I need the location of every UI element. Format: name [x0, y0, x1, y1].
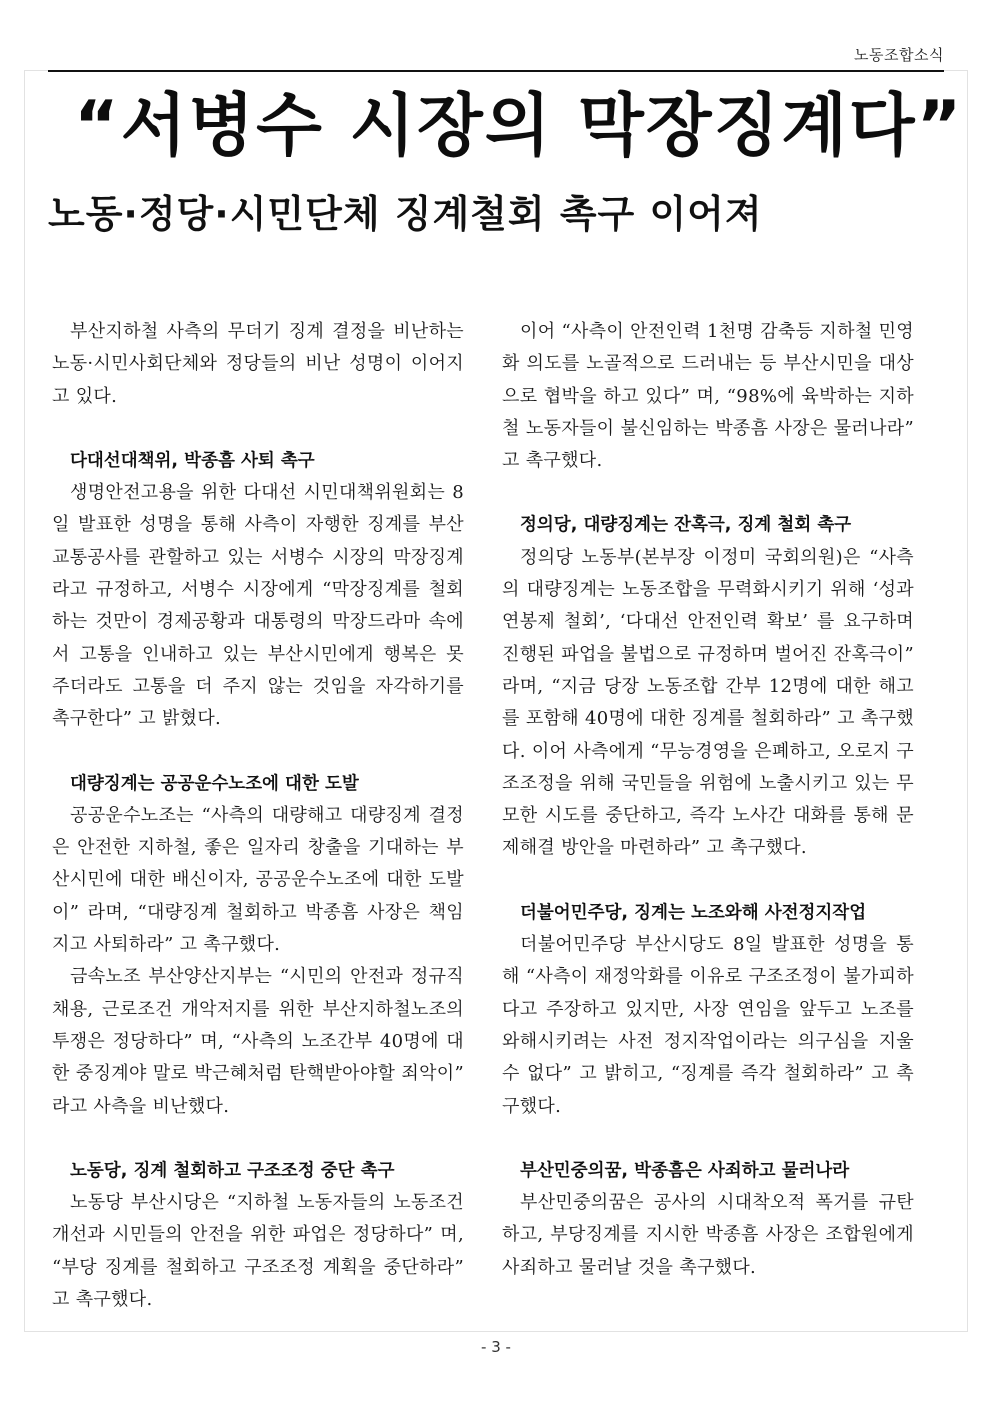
section-spacer — [502, 1123, 914, 1155]
section-spacer — [52, 1123, 464, 1155]
paragraph: 생명안전고용을 위한 다대선 시민대책위원회는 8일 발표한 성명을 통해 사측이 자행한 징계를 부산교통공사를 관할하고 있는 서병수 시장의 막장징계라고 규정하고, 서병수 시장에게 “막장징계를 철회하는 것만이 경제공황과 대통령의 막장드라마 속에서 고통을 인내하고 있는 부산시민에게 행복은 못 주더라도 고통을 더 주지 않는 것임을 자각하기를 촉구한다” 고 밝혔다. — [52, 482, 464, 730]
header-rule — [48, 70, 944, 72]
section-heading: 정의당, 대량징계는 잔혹극, 징계 철회 촉구 — [520, 515, 852, 536]
article-title: “서병수 시장의 막장징계다” — [74, 87, 964, 166]
section-spacer — [502, 865, 914, 897]
paragraph: 공공운수노조는 “사측의 대량해고 대량징계 결정은 안전한 지하철, 좋은 일자리 창출을 기대하는 부산시민에 대한 배신이자, 공공운수노조에 대한 도발이” 라며, “대량징계 철회하고 박종흠 사장은 책임지고 사퇴하라” 고 촉구했다. — [52, 804, 464, 956]
page-number: - 3 - — [481, 1338, 511, 1356]
section-heading: 대량징계는 공공운수노조에 대한 도발 — [70, 773, 359, 794]
section-spacer — [502, 477, 914, 509]
paragraph: 노동당 부산시당은 “지하철 노동자들의 노동조건 개선과 시민들의 안전을 위한 파업은 정당하다” 며, “부당 징계를 철회하고 구조조정 계획을 중단하라” 고 촉구했다. — [52, 1192, 464, 1311]
paragraph: 더불어민주당 부산시당도 8일 발표한 성명을 통해 “사측이 재정악화를 이유로 구조조정이 불가피하다고 주장하고 있지만, 사장 연임을 앞두고 노조를 와해시키려는 사전 정지작업이라는 의구심을 지울 수 없다” 고 밝히고, “징계를 즉각 철회하라” 고 촉구했다. — [502, 934, 914, 1117]
section-heading: 노동당, 징계 철회하고 구조조정 중단 촉구 — [70, 1160, 395, 1181]
paragraph: 부산지하철 사측의 무더기 징계 결정을 비난하는 노동·시민사회단체와 정당들의 비난 성명이 이어지고 있다. — [52, 321, 464, 407]
left-column — [52, 316, 464, 1316]
paragraph: 금속노조 부산양산지부는 “시민의 안전과 정규직채용, 근로조건 개악저지를 위한 부산지하철노조의 투쟁은 정당하다” 며, “사측의 노조간부 40명에 대한 중징계야 말로 박근혜처럼 탄핵받아야할 죄악이” 라고 사측을 비난했다. — [52, 966, 464, 1117]
section-heading: 더불어민주당, 징계는 노조와해 사전정지작업 — [520, 902, 867, 923]
article-subtitle: 노동·정당·시민단체 징계철회 촉구 이어져 — [48, 192, 763, 236]
section-spacer — [52, 413, 464, 445]
paragraph: 이어 “사측이 안전인력 1천명 감축등 지하철 민영화 의도를 노골적으로 드러내는 등 부산시민을 대상으로 협박을 하고 있다” 며, “98%에 육박하는 지하철 노동자들이 불신임하는 박종흠 사장은 물러나라” 고 촉구했다. — [502, 321, 914, 472]
paragraph: 정의당 노동부(본부장 이정미 국회의원)은 “사측의 대량징계는 노동조합을 무력화시키기 위해 ‘성과연봉제 철회’, ‘다대선 안전인력 확보’ 를 요구하며 진행된 파업을 불법으로 규정하며 벌어진 잔혹극이” 라며, “지금 당장 노동조합 간부 12명에 대한 해고를 포함해 40명에 대한 징계를 철회하라” 고 촉구했다. 이어 사측에게 “무능경영을 은폐하고, 오로지 구조조정을 위해 국민들을 위험에 노출시키고 있는 무모한 시도를 중단하고, 즉각 노사간 대화를 통해 문제해결 방안을 마련하라” 고 촉구했다. — [502, 546, 914, 859]
section-spacer — [52, 736, 464, 768]
section-label: 노동조합소식 — [854, 46, 944, 64]
right-column — [502, 316, 914, 1284]
section-heading: 다대선대책위, 박종흠 사퇴 촉구 — [70, 450, 315, 471]
paragraph: 부산민중의꿈은 공사의 시대착오적 폭거를 규탄하고, 부당징계를 지시한 박종흠 사장은 조합원에게 사죄하고 물러날 것을 촉구했다. — [502, 1192, 914, 1278]
section-heading: 부산민중의꿈, 박종흠은 사죄하고 물러나라 — [520, 1160, 850, 1181]
